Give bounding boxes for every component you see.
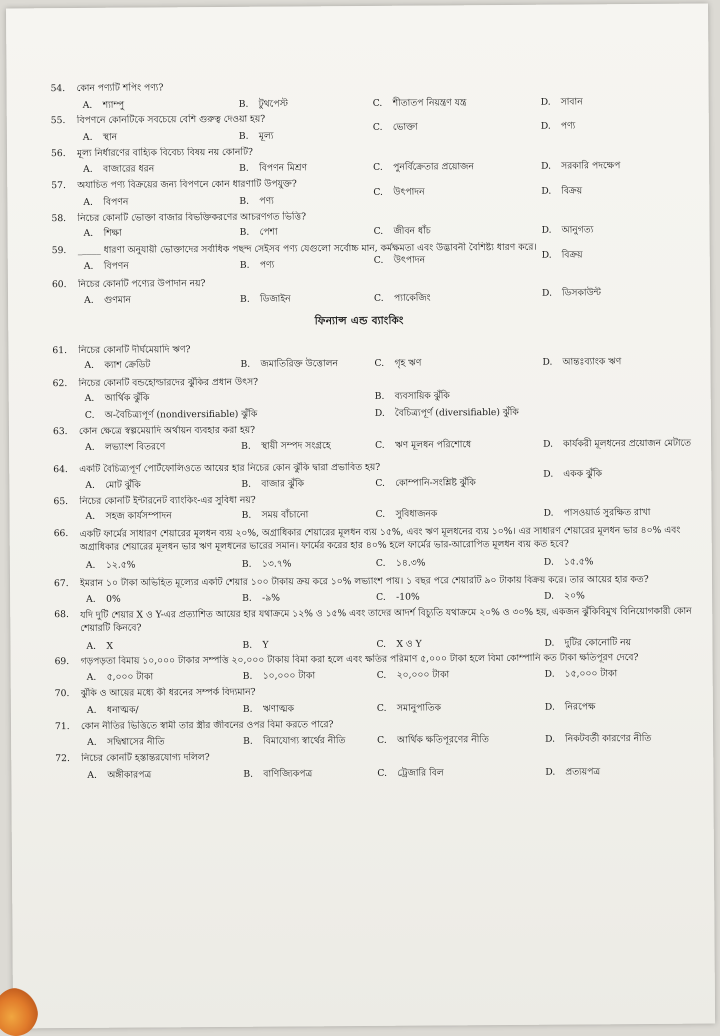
option-56-c [373,161,474,174]
option-letter: D. [545,766,556,778]
option-64-b [241,478,304,490]
option-65-b [242,509,309,521]
option-letter: D. [544,637,555,649]
question-56 [7,144,709,160]
option-letter: C. [376,591,386,603]
question-number: 56. [50,148,66,160]
question-number: 54. [50,83,66,95]
option-text: সমানুপাতিক [396,702,442,714]
option-59-c [374,255,425,267]
option-letter: B. [243,768,254,780]
question-number: 69. [54,656,70,668]
option-text: X [106,640,114,652]
question-number: 72. [55,753,70,765]
option-text: কার্যকরী মূলধনের প্রয়োজন মেটাতে [563,437,692,450]
option-text: বিক্রয় [561,185,583,197]
option-text: ১৫,০০০ টাকা [564,668,618,680]
question-text: নিচের কোনটি ইন্টারনেট ব্যাংকিং-এর সুবিধা নয়? [79,494,256,507]
question-number: 67. [53,578,69,590]
option-text: আনুগত্য [561,224,594,236]
option-text: বাজারের ধরন [103,163,155,175]
option-text: ট্রেজারি বিল [397,767,444,779]
question-number: 61. [52,345,68,357]
option-text: ৫,০০০ টাকা [106,671,154,683]
option-text: সময় বাঁচানো [261,509,309,521]
option-letter: A. [83,260,94,272]
option-letter: B. [242,703,253,715]
question-number: 64. [53,464,68,476]
option-letter: D. [542,356,553,368]
option-61-a [84,359,150,371]
option-letter: B. [243,735,253,747]
option-text: ঋণ মূলধন পরিশোধে [395,439,472,451]
question-58 [7,209,709,225]
question-text: কোন পণ্যটি শপিং পণ্য? [76,82,164,94]
option-text: ১৪.৩% [395,557,426,569]
option-59-a [84,261,129,273]
question-text: ঝুঁকি ও আয়ের মধ্যে কী ধরনের সম্পর্ক বিদ্যমান? [80,686,256,699]
option-58-d [542,224,594,236]
option-letter: A. [84,294,94,306]
option-text: মোট ঝুঁকি [105,479,141,491]
option-letter: B. [241,509,252,521]
option-64-a [85,480,141,492]
option-letter: D. [545,733,556,745]
question-65 [9,492,711,508]
option-67-d [544,590,585,602]
question-number: 65. [53,496,69,508]
option-letter: C. [373,161,383,173]
option-letter: D. [541,185,552,197]
option-54-d [541,96,583,108]
option-71-c [377,734,489,747]
option-text: স্থায়ী সম্পদ সংগ্রহে [261,440,331,452]
question-number: 71. [54,721,70,733]
option-letter: A. [83,196,93,208]
option-letter: C. [374,292,384,304]
option-56-d [541,160,620,173]
option-text: উৎপাদন [393,254,426,266]
option-57-d [541,185,582,197]
option-text: শীতাতপ নিয়ন্ত্রণ যন্ত্র [392,97,467,109]
option-text: উৎপাদন [393,186,425,198]
option-66-d [544,556,594,568]
option-text: বিপণন মিশ্রণ [259,162,308,174]
option-text: অ-বৈচিত্র্যপূর্ণ (nondiversifiable) ঝুঁকি [104,408,258,421]
option-text: প্যাকেজিং [394,292,431,304]
option-letter: B. [239,259,250,271]
question-63 [9,422,711,438]
option-text: নিকটবর্তী কারণের নীতি [565,732,652,745]
option-letter: D. [543,438,554,450]
option-letter: B. [239,162,249,174]
question-66 [10,524,712,553]
option-57-a [83,197,128,209]
question-text: মূল্য নির্ধারণের বাহ্যিক বিবেচ্য বিষয় নয় কোনটি? [76,146,253,159]
option-65-c [376,508,438,520]
option-55-b [239,131,274,143]
option-letter: D. [374,407,385,419]
option-letter: C. [84,409,95,421]
option-letter: C. [373,186,383,198]
option-text: বিপণন [103,260,129,272]
option-text: সদ্বিশ্বাসের নীতি [107,736,165,748]
option-57-c [373,187,424,199]
option-text: পাসওয়ার্ড সুরক্ষিত রাখা [563,506,651,519]
option-71-b [243,735,345,748]
option-text: কোম্পানি-সংশ্লিষ্ট ঝুঁকি [395,477,476,489]
option-letter: D. [540,96,551,108]
option-text: ১২.৫% [105,559,136,571]
question-number: 68. [54,609,69,621]
option-text: -10% [396,591,420,603]
option-letter: D. [541,249,552,261]
question-text: কোন নীতির ভিত্তিতে স্বামী তার স্ত্রীর জীবনের ওপর বিমা করতে পারে? [80,719,334,732]
question-text: অযাচিত পণ্য বিক্রয়ের জন্য বিপণনে কোন ধারণাটি উপযুক্ত? [77,178,297,191]
option-letter: D. [543,507,554,519]
option-text: পণ্য [259,259,275,271]
option-letter: B. [242,592,252,604]
option-letter: C. [372,97,383,109]
option-72-b [243,768,312,780]
option-60-b [240,293,291,305]
question-text: একটি ফার্মের সাধারণ শেয়ারের মূলধন ব্যয় ২০%, অগ্রাধিকার শেয়ারের মূলধন ব্যয় ১৫%, এবং ঋণ মূলধনের ব্যয় ১০%। এর সাধারণ শেয়ারের মূলধন ভার ৪০% এবং অগ্রাধিকার শেয়ারের মূলধন ভার ঋণ মূলধনের ভারের সমান। ফার্মের করের হার ৪০% হলে ফার্মের ভার-আরোপিত মূলধন ব্যয় কত হবে? [79,524,681,553]
option-69-c [377,669,450,682]
question-number: 62. [52,378,68,390]
option-54-c [373,97,467,110]
question-text: বিপণনে কোনটিকে সবচেয়ে বেশি গুরুত্ব দেওয়া হয়? [76,113,266,126]
section-title: ফিন্যান্স এন্ড ব্যাংকিং [314,314,404,328]
option-text: পণ্য [259,195,274,207]
option-text: নিরপেক্ষ [564,701,596,713]
option-61-b [240,358,338,371]
option-59-d [542,249,583,261]
option-70-a [87,705,139,717]
option-letter: C. [377,734,387,746]
option-letter: A. [83,227,94,239]
question-number: 55. [50,115,66,127]
question-text: নিচের কোনটি দীর্ঘমেয়াদি ঋণ? [78,344,191,356]
option-letter: A. [86,593,96,605]
option-62-c [85,409,258,422]
option-70-b [243,703,294,715]
question-69 [11,652,713,668]
option-70-d [545,701,596,713]
option-56-a [83,163,154,175]
question-text: নিচের কোনটি হস্তান্তরযোগ্য দলিল? [81,752,210,764]
option-70-c [377,702,441,714]
option-letter: D. [541,160,552,172]
option-letter: A. [82,99,93,111]
question-70 [11,684,713,700]
option-54-a [83,100,125,112]
option-letter: C. [376,638,387,650]
option-54-b [239,98,288,110]
option-66-a [86,560,136,572]
option-63-b [241,440,331,453]
option-63-d [543,438,691,451]
option-letter: A. [85,441,95,453]
option-letter: A. [86,671,97,683]
question-text: নিচের কোনটি ভোক্তা বাজার বিভক্তিকরণের আচরণগত ভিত্তি? [77,211,307,224]
option-letter: B. [241,558,252,570]
question-text: নিচের কোনটি বন্ডহোল্ডারদের ঝুঁকির প্রধান উৎস? [78,376,259,389]
option-letter: B. [238,130,249,142]
option-letter: C. [376,702,387,714]
option-text: টুথপেস্ট [258,98,288,110]
option-text: সুবিধাজনক [395,508,438,520]
option-letter: C. [377,767,388,779]
question-text: ইমরান ১০ টাকা অভিহিত মূল্যের একটি শেয়ার ১০০ টাকায় ক্রয় করে ১০% লভ্যাংশ পায়। ১ বছর পরে শেয়ারটি ৯০ টাকায় বিক্রয় করে। তার আয়ের হার কত? [79,573,649,589]
option-64-c [375,477,476,490]
question-67 [10,573,712,590]
option-62-b [375,390,450,403]
option-text: শ্যাম্পু [102,99,125,111]
option-66-b [242,558,292,570]
option-letter: B. [240,358,251,370]
option-68-c [376,639,421,651]
option-text: ২০,০০০ টাকা [396,669,450,681]
question-text: _____ ধারণা অনুযায়ী ভোক্তাদের সর্বাধিক পছন্দ সেইসব পণ্য যেগুলো সর্বোচ্চ মান, কর্মক্ষমতা এবং উদ্ভাবনী বৈশিষ্ট্য ধারণ করে। [77,241,537,256]
option-text: আর্থিক ক্ষতিপূরণের নীতি [397,734,489,746]
question-54 [7,79,709,95]
option-text: ভোক্তা [392,121,418,133]
option-text: শিক্ষা [103,227,122,239]
option-letter: C. [375,508,386,520]
question-60 [8,275,710,291]
option-59-b [240,260,275,272]
option-text: ধনাত্মক/ [106,704,139,716]
option-letter: A. [86,640,97,652]
option-72-c [377,767,443,779]
option-67-c [376,592,420,604]
option-letter: B. [239,226,250,238]
option-letter: A. [84,392,95,404]
question-71 [11,717,713,733]
option-letter: D. [541,224,552,236]
option-63-c [375,439,471,452]
option-letter: C. [373,254,384,266]
option-58-c [374,225,431,237]
option-55-c [373,122,418,134]
option-text: পুনর্বিক্রেতার প্রয়োজন [393,161,474,173]
question-61 [8,341,710,357]
option-letter: C. [375,439,385,451]
option-letter: D. [544,668,555,680]
option-letter: C. [376,669,387,681]
option-text: -৯% [262,592,280,604]
option-72-a [87,769,151,781]
option-letter: B. [374,390,385,402]
option-66-c [376,558,426,570]
option-61-c [374,358,421,370]
option-72-d [545,766,600,778]
option-69-d [545,668,618,681]
option-text: অঙ্গীকারপত্র [107,769,152,781]
option-text: বাণিজ্যিকপত্র [263,768,313,780]
option-text: Y [262,639,269,651]
option-text: ব্যবসায়িক ঝুঁকি [394,390,450,402]
question-text: গড়পড়তা বিমায় ১০,০০০ টাকার সম্পত্তি ২০,০০০ টাকায় বিমা করা হলে এবং ক্ষতির পরিমাণ ৫,০০০ টাকা হলে বিমা কোম্পানি কত টাকা ক্ষতিপূরণ দেবে? [80,652,639,667]
option-text: একক ঝুঁকি [563,468,603,480]
option-text: সাবান [560,96,583,108]
option-text: গৃহ ঋণ [394,357,422,369]
option-71-a [87,736,165,749]
option-text: পেশা [259,226,278,238]
question-number: 66. [53,528,69,540]
option-letter: B. [242,639,253,651]
option-text: সরকারি পদক্ষেপ [561,160,621,172]
option-text: ২০% [564,590,585,602]
option-text: আন্তঃব্যাংক ঋণ [562,356,622,368]
option-letter: B. [242,670,253,682]
option-text: ডিসকাউন্ট [561,287,601,299]
option-65-a [86,510,172,523]
option-letter: D. [543,468,554,480]
option-69-a [87,671,154,683]
option-letter: B. [241,478,252,490]
option-71-d [545,733,651,746]
question-number: 63. [52,426,68,438]
option-67-b [242,593,280,605]
option-text: X ও Y [396,638,422,650]
option-60-c [374,292,431,304]
option-text: ১৩.৭% [261,558,292,570]
question-number: 59. [51,245,67,257]
question-text: একটি বৈচিত্র্যপূর্ণ পোর্টফোলিওতে আয়ের হার নিচের কোন ঝুঁকি দ্বারা প্রভাবিত হয়? [79,461,381,475]
option-text: ডিজাইন [260,293,291,305]
option-text: দুটির কোনোটি নয় [564,637,632,649]
option-text: বিক্রয় [561,249,583,261]
option-letter: A. [85,510,96,522]
option-letter: D. [544,590,555,602]
option-60-a [84,295,131,307]
option-text: স্থান [102,131,118,143]
option-text: ১০,০০০ টাকা [262,670,316,682]
option-letter: A. [84,359,95,371]
option-62-a [85,392,150,404]
option-letter: C. [373,225,384,237]
option-letter: C. [375,557,386,569]
option-letter: A. [87,736,97,748]
option-text: জীবন ধাঁচ [393,225,431,237]
option-68-d [544,637,631,650]
option-letter: D. [541,287,553,299]
option-letter: D. [543,556,554,568]
option-text: 0% [106,593,121,605]
option-letter: A. [86,704,97,716]
option-text: পণ্য [560,120,576,132]
option-61-d [542,356,621,369]
option-text: ঋণাত্মক [262,703,295,715]
exam-sheet [6,4,715,1029]
option-text: আর্থিক ঝুঁকি [104,392,150,404]
option-letter: A. [85,559,96,571]
question-62 [9,374,711,390]
option-letter: A. [82,131,93,143]
option-letter: A. [83,163,93,175]
option-69-b [243,670,316,683]
option-letter: A. [85,479,95,491]
option-letter: B. [240,293,250,305]
option-text: প্রত্যয়পত্র [565,766,601,778]
option-60-d [542,287,601,299]
option-text: ক্যাশ ক্রেডিট [104,359,151,371]
option-letter: B. [238,98,249,110]
option-68-b [242,640,268,652]
option-letter: C. [374,357,385,369]
option-text: বিমাযোগ্য স্বার্থের নীতি [263,735,346,747]
option-68-a [86,641,113,653]
question-number: 58. [51,213,67,225]
option-63-a [85,441,165,454]
option-letter: C. [375,477,385,489]
option-letter: A. [87,769,97,781]
option-letter: B. [241,440,251,452]
option-text: লভ্যাংশ বিতরণে [105,441,166,453]
option-55-d [541,120,576,132]
option-57-b [239,196,274,208]
option-letter: B. [239,195,250,207]
option-letter: C. [372,121,383,133]
option-text: জমাতিরিক্ত উত্তোলন [260,358,338,370]
question-text: নিচের কোনটি পণ্যের উপাদান নয়? [77,278,206,290]
option-58-b [240,227,278,239]
option-text: বিপণন [103,196,129,208]
option-text: সহজ কার্যসম্পাদন [105,510,172,522]
option-56-b [239,162,307,174]
option-58-a [84,228,122,240]
option-65-d [544,507,651,520]
question-text: কোন ক্ষেত্রে স্বল্পমেয়াদি অর্থায়ন ব্যবহার করা হয়? [78,424,256,437]
question-number: 60. [51,279,67,291]
option-64-d [543,468,602,480]
option-67-a [86,594,121,606]
option-letter: D. [544,701,555,713]
question-number: 57. [51,180,66,192]
option-text: গুণমান [104,294,132,306]
question-text: যদি দুটি শেয়ার X ও Y-এর প্রত্যাশিত আয়ের হার যথাক্রমে ১২% ও ১৫% এবং তাদের আদর্শ বিচ্যুতি যথাক্রমে ২০% ও ৩০% হয়, একজন ঝুঁকিবিমুখ বিনিয়োগকারী কোন শেয়ারটি কিনবে? [80,605,692,634]
option-62-d [375,407,519,420]
option-text: বৈচিত্র্যপূর্ণ (diversifiable) ঝুঁকি [394,406,519,419]
question-72 [11,749,713,765]
option-letter: D. [540,120,551,132]
option-55-a [83,132,117,144]
option-text: ১৫.৫% [563,556,594,568]
option-text: বাজার ঝুঁকি [261,478,305,490]
option-text: মূল্য [258,130,274,142]
question-number: 70. [54,688,70,700]
